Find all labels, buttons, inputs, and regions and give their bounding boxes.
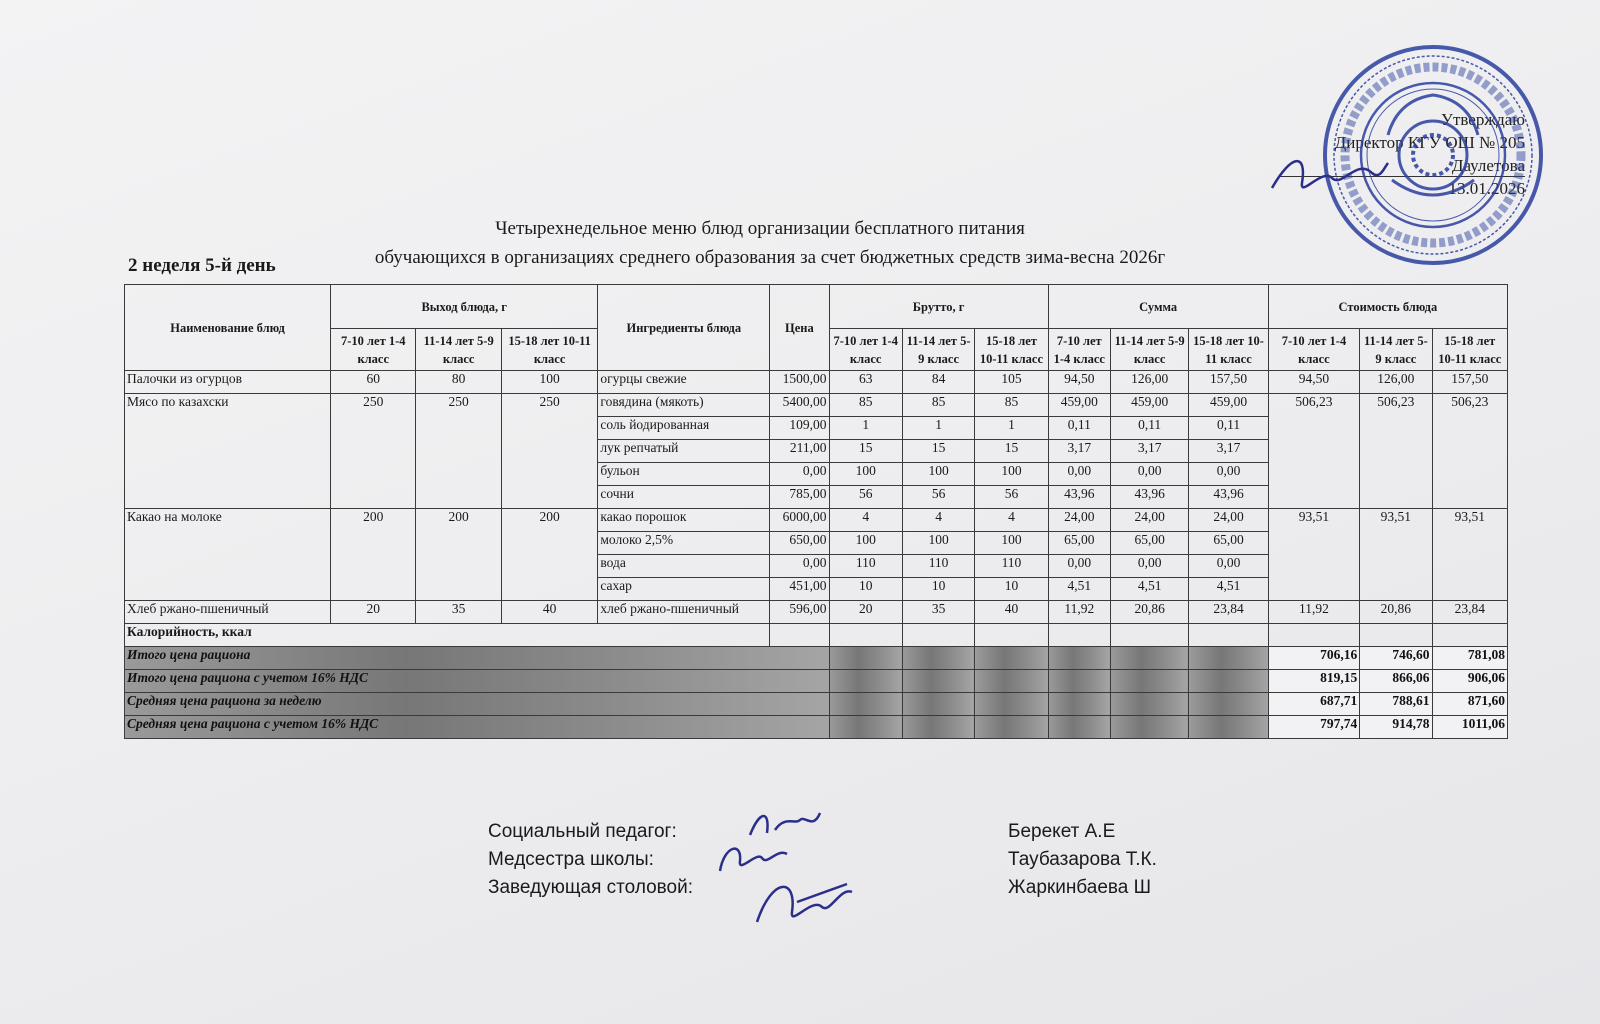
ingredient-gross: 100 xyxy=(975,463,1048,486)
dish-cost: 506,23 xyxy=(1268,394,1359,509)
menu-table xyxy=(124,284,1508,739)
ingredient-gross: 10 xyxy=(829,578,902,601)
total-label: Средняя цена рациона с учетом 16% НДС xyxy=(125,716,830,739)
dish-cost: 94,50 xyxy=(1268,371,1359,394)
signature-role: Социальный педагог: xyxy=(488,821,677,842)
dish-cost: 23,84 xyxy=(1432,601,1507,624)
ingredient-gross: 56 xyxy=(975,486,1048,509)
empty-cell xyxy=(902,647,974,670)
ingredient-sum: 0,00 xyxy=(1110,463,1188,486)
ingredient-sum: 3,17 xyxy=(1189,440,1268,463)
total-row xyxy=(125,716,1508,739)
ingredient-sum: 3,17 xyxy=(1048,440,1110,463)
table-row xyxy=(125,509,1508,532)
ingredient-sum: 459,00 xyxy=(1189,394,1268,417)
total-value: 781,08 xyxy=(1432,647,1507,670)
empty-cell xyxy=(1268,624,1359,647)
empty-cell xyxy=(1189,716,1268,739)
ingredient-sum: 65,00 xyxy=(1189,532,1268,555)
empty-cell xyxy=(1110,693,1188,716)
dish-yield: 200 xyxy=(331,509,416,601)
title-line-1: Четырехнедельное меню блюд организации бесплатного питания xyxy=(495,218,1025,239)
empty-cell xyxy=(975,693,1048,716)
ingredient-sum: 24,00 xyxy=(1189,509,1268,532)
empty-cell xyxy=(902,670,974,693)
ingredient-gross: 105 xyxy=(975,371,1048,394)
header-age-1: 7-10 лет 1-4 класс xyxy=(829,329,902,371)
ingredient-name: хлеб ржано-пшеничный xyxy=(598,601,770,624)
header-age-2: 11-14 лет 5-9 класс xyxy=(1110,329,1188,371)
ingredient-gross: 1 xyxy=(829,417,902,440)
dish-yield: 20 xyxy=(331,601,416,624)
dish-cost: 93,51 xyxy=(1268,509,1359,601)
dish-yield: 35 xyxy=(416,601,501,624)
canteen-head-signature-icon xyxy=(752,872,862,932)
total-value: 906,06 xyxy=(1432,670,1507,693)
ingredient-sum: 4,51 xyxy=(1048,578,1110,601)
total-row xyxy=(125,647,1508,670)
ingredient-price: 0,00 xyxy=(770,555,829,578)
empty-cell xyxy=(1110,647,1188,670)
approval-name: Даулетова xyxy=(1451,156,1525,175)
empty-cell xyxy=(1360,624,1432,647)
ingredient-sum: 24,00 xyxy=(1110,509,1188,532)
empty-cell xyxy=(902,693,974,716)
header-sum: Сумма xyxy=(1048,285,1268,329)
approval-director: Директор КГУ ОШ № 205 xyxy=(1334,133,1525,152)
ingredient-sum: 4,51 xyxy=(1189,578,1268,601)
header-gross: Брутто, г xyxy=(829,285,1048,329)
empty-cell xyxy=(975,647,1048,670)
ingredient-price: 6000,00 xyxy=(770,509,829,532)
dish-name: Какао на молоке xyxy=(125,509,331,601)
ingredient-gross: 100 xyxy=(829,532,902,555)
ingredient-gross: 1 xyxy=(902,417,974,440)
ingredient-gross: 1 xyxy=(975,417,1048,440)
ingredient-name: лук репчатый xyxy=(598,440,770,463)
ingredient-name: бульон xyxy=(598,463,770,486)
dish-yield: 60 xyxy=(331,371,416,394)
total-value: 706,16 xyxy=(1268,647,1359,670)
header-cost: Стоимость блюда xyxy=(1268,285,1507,329)
dish-cost: 93,51 xyxy=(1432,509,1507,601)
empty-cell xyxy=(1048,693,1110,716)
ingredient-price: 0,00 xyxy=(770,463,829,486)
header-age-2: 11-14 лет 5-9 класс xyxy=(1360,329,1432,371)
director-signature-icon xyxy=(1262,148,1392,208)
header-age-3: 15-18 лет 10-11 класс xyxy=(1189,329,1268,371)
dish-yield: 80 xyxy=(416,371,501,394)
total-value: 788,61 xyxy=(1360,693,1432,716)
table-row xyxy=(125,394,1508,417)
ingredient-gross: 110 xyxy=(829,555,902,578)
dish-yield: 200 xyxy=(416,509,501,601)
ingredient-sum: 459,00 xyxy=(1048,394,1110,417)
total-label: Итого цена рациона с учетом 16% НДС xyxy=(125,670,830,693)
ingredient-gross: 100 xyxy=(902,532,974,555)
dish-yield: 250 xyxy=(331,394,416,509)
dish-cost: 11,92 xyxy=(1268,601,1359,624)
empty-cell xyxy=(975,716,1048,739)
ingredient-sum: 157,50 xyxy=(1189,371,1268,394)
total-value: 871,60 xyxy=(1432,693,1507,716)
header-age-1: 7-10 лет 1-4 класс xyxy=(331,329,416,371)
ingredient-name: какао порошок xyxy=(598,509,770,532)
ingredient-gross: 110 xyxy=(902,555,974,578)
ingredient-gross: 56 xyxy=(829,486,902,509)
header-age-3: 15-18 лет 10-11 класс xyxy=(501,329,598,371)
ingredient-gross: 4 xyxy=(975,509,1048,532)
approval-label: Утверждаю xyxy=(1440,110,1525,129)
ingredient-sum: 0,00 xyxy=(1189,463,1268,486)
ingredient-gross: 10 xyxy=(902,578,974,601)
ingredient-price: 596,00 xyxy=(770,601,829,624)
empty-cell xyxy=(1110,716,1188,739)
header-age-2: 11-14 лет 5-9 класс xyxy=(416,329,501,371)
dish-name: Палочки из огурцов xyxy=(125,371,331,394)
ingredient-gross: 4 xyxy=(829,509,902,532)
ingredient-price: 451,00 xyxy=(770,578,829,601)
ingredient-name: сахар xyxy=(598,578,770,601)
dish-cost: 126,00 xyxy=(1360,371,1432,394)
total-value: 687,71 xyxy=(1268,693,1359,716)
ingredient-gross: 15 xyxy=(829,440,902,463)
table-row xyxy=(125,371,1508,394)
total-value: 866,06 xyxy=(1360,670,1432,693)
ingredient-sum: 459,00 xyxy=(1110,394,1188,417)
empty-cell xyxy=(1048,647,1110,670)
approval-date: 13.01.2026 xyxy=(1448,179,1525,198)
dish-yield: 250 xyxy=(416,394,501,509)
week-day-label: 2 неделя 5-й день xyxy=(128,255,276,276)
ingredient-sum: 0,00 xyxy=(1048,555,1110,578)
ingredient-sum: 3,17 xyxy=(1110,440,1188,463)
header-age-3: 15-18 лет 10-11 класс xyxy=(1432,329,1507,371)
empty-cell xyxy=(1189,693,1268,716)
dish-yield: 40 xyxy=(501,601,598,624)
total-row xyxy=(125,693,1508,716)
empty-cell xyxy=(770,624,829,647)
total-value: 819,15 xyxy=(1268,670,1359,693)
ingredient-sum: 0,00 xyxy=(1189,555,1268,578)
ingredient-price: 785,00 xyxy=(770,486,829,509)
ingredient-name: говядина (мякоть) xyxy=(598,394,770,417)
header-ingredients: Ингредиенты блюда xyxy=(598,285,770,371)
ingredient-sum: 43,96 xyxy=(1189,486,1268,509)
ingredient-sum: 0,00 xyxy=(1048,463,1110,486)
dish-cost: 20,86 xyxy=(1360,601,1432,624)
signature-role: Медсестра школы: xyxy=(488,849,654,870)
ingredient-gross: 4 xyxy=(902,509,974,532)
ingredient-sum: 0,11 xyxy=(1048,417,1110,440)
ingredient-name: молоко 2,5% xyxy=(598,532,770,555)
header-age-1: 7-10 лет 1-4 класс xyxy=(1048,329,1110,371)
ingredient-sum: 0,00 xyxy=(1110,555,1188,578)
empty-cell xyxy=(1048,624,1110,647)
calories-label: Калорийность, ккал xyxy=(125,624,770,647)
header-price: Цена xyxy=(770,285,829,371)
ingredient-name: соль йодированная xyxy=(598,417,770,440)
empty-cell xyxy=(1432,624,1507,647)
ingredient-sum: 126,00 xyxy=(1110,371,1188,394)
ingredient-sum: 24,00 xyxy=(1048,509,1110,532)
dish-cost: 93,51 xyxy=(1360,509,1432,601)
dish-yield: 100 xyxy=(501,371,598,394)
empty-cell xyxy=(829,647,902,670)
ingredient-sum: 23,84 xyxy=(1189,601,1268,624)
dish-cost: 157,50 xyxy=(1432,371,1507,394)
ingredient-name: вода xyxy=(598,555,770,578)
ingredient-price: 211,00 xyxy=(770,440,829,463)
signature-name: Таубазарова Т.К. xyxy=(1008,849,1157,870)
ingredient-sum: 43,96 xyxy=(1048,486,1110,509)
empty-cell xyxy=(902,624,974,647)
table-row xyxy=(125,601,1508,624)
header-age-1: 7-10 лет 1-4 класс xyxy=(1268,329,1359,371)
dish-cost: 506,23 xyxy=(1432,394,1507,509)
title-line-2: обучающихся в организациях среднего образования за счет бюджетных средств зима-весна 2026г xyxy=(374,247,1166,268)
dish-name: Мясо по казахски xyxy=(125,394,331,509)
dish-yield: 200 xyxy=(501,509,598,601)
calories-row xyxy=(125,624,1508,647)
total-value: 746,60 xyxy=(1360,647,1432,670)
empty-cell xyxy=(829,624,902,647)
empty-cell xyxy=(1189,647,1268,670)
menu-body xyxy=(125,371,1508,739)
header-age-3: 15-18 лет 10-11 класс xyxy=(975,329,1048,371)
ingredient-price: 650,00 xyxy=(770,532,829,555)
ingredient-gross: 100 xyxy=(829,463,902,486)
empty-cell xyxy=(829,693,902,716)
ingredient-sum: 43,96 xyxy=(1110,486,1188,509)
empty-cell xyxy=(1189,670,1268,693)
dish-cost: 506,23 xyxy=(1360,394,1432,509)
ingredient-gross: 84 xyxy=(902,371,974,394)
ingredient-gross: 85 xyxy=(902,394,974,417)
ingredient-gross: 110 xyxy=(975,555,1048,578)
header-age-2: 11-14 лет 5-9 класс xyxy=(902,329,974,371)
ingredient-sum: 11,92 xyxy=(1048,601,1110,624)
empty-cell xyxy=(1110,670,1188,693)
empty-cell xyxy=(1048,670,1110,693)
total-label: Средняя цена рациона за неделю xyxy=(125,693,830,716)
empty-cell xyxy=(1048,716,1110,739)
ingredient-price: 109,00 xyxy=(770,417,829,440)
ingredient-gross: 15 xyxy=(975,440,1048,463)
total-label: Итого цена рациона xyxy=(125,647,830,670)
dish-name: Хлеб ржано-пшеничный xyxy=(125,601,331,624)
ingredient-gross: 15 xyxy=(902,440,974,463)
signature-name: Жаркинбаева Ш xyxy=(1008,877,1152,898)
ingredient-gross: 100 xyxy=(975,532,1048,555)
signature-row xyxy=(488,846,1157,874)
ingredient-sum: 0,11 xyxy=(1110,417,1188,440)
total-value: 1011,06 xyxy=(1432,716,1507,739)
ingredient-sum: 0,11 xyxy=(1189,417,1268,440)
ingredient-gross: 100 xyxy=(902,463,974,486)
ingredient-sum: 94,50 xyxy=(1048,371,1110,394)
ingredient-sum: 65,00 xyxy=(1110,532,1188,555)
ingredient-gross: 63 xyxy=(829,371,902,394)
empty-cell xyxy=(1189,624,1268,647)
ingredient-price: 5400,00 xyxy=(770,394,829,417)
ingredient-name: сочни xyxy=(598,486,770,509)
ingredient-price: 1500,00 xyxy=(770,371,829,394)
header-dish: Наименование блюд xyxy=(125,285,331,371)
total-value: 797,74 xyxy=(1268,716,1359,739)
empty-cell xyxy=(975,624,1048,647)
ingredient-name: огурцы свежие xyxy=(598,371,770,394)
empty-cell xyxy=(975,670,1048,693)
signature-name: Берекет А.Е xyxy=(1008,821,1116,842)
ingredient-gross: 85 xyxy=(975,394,1048,417)
ingredient-gross: 20 xyxy=(829,601,902,624)
ingredient-gross: 56 xyxy=(902,486,974,509)
dish-yield: 250 xyxy=(501,394,598,509)
signature-role: Заведующая столовой: xyxy=(488,877,694,898)
ingredient-gross: 35 xyxy=(902,601,974,624)
ingredient-sum: 65,00 xyxy=(1048,532,1110,555)
empty-cell xyxy=(829,670,902,693)
ingredient-gross: 40 xyxy=(975,601,1048,624)
ingredient-gross: 85 xyxy=(829,394,902,417)
ingredient-sum: 20,86 xyxy=(1110,601,1188,624)
empty-cell xyxy=(829,716,902,739)
ingredient-gross: 10 xyxy=(975,578,1048,601)
empty-cell xyxy=(902,716,974,739)
empty-cell xyxy=(1110,624,1188,647)
total-value: 914,78 xyxy=(1360,716,1432,739)
total-row xyxy=(125,670,1508,693)
header-yield: Выход блюда, г xyxy=(331,285,598,329)
ingredient-sum: 4,51 xyxy=(1110,578,1188,601)
